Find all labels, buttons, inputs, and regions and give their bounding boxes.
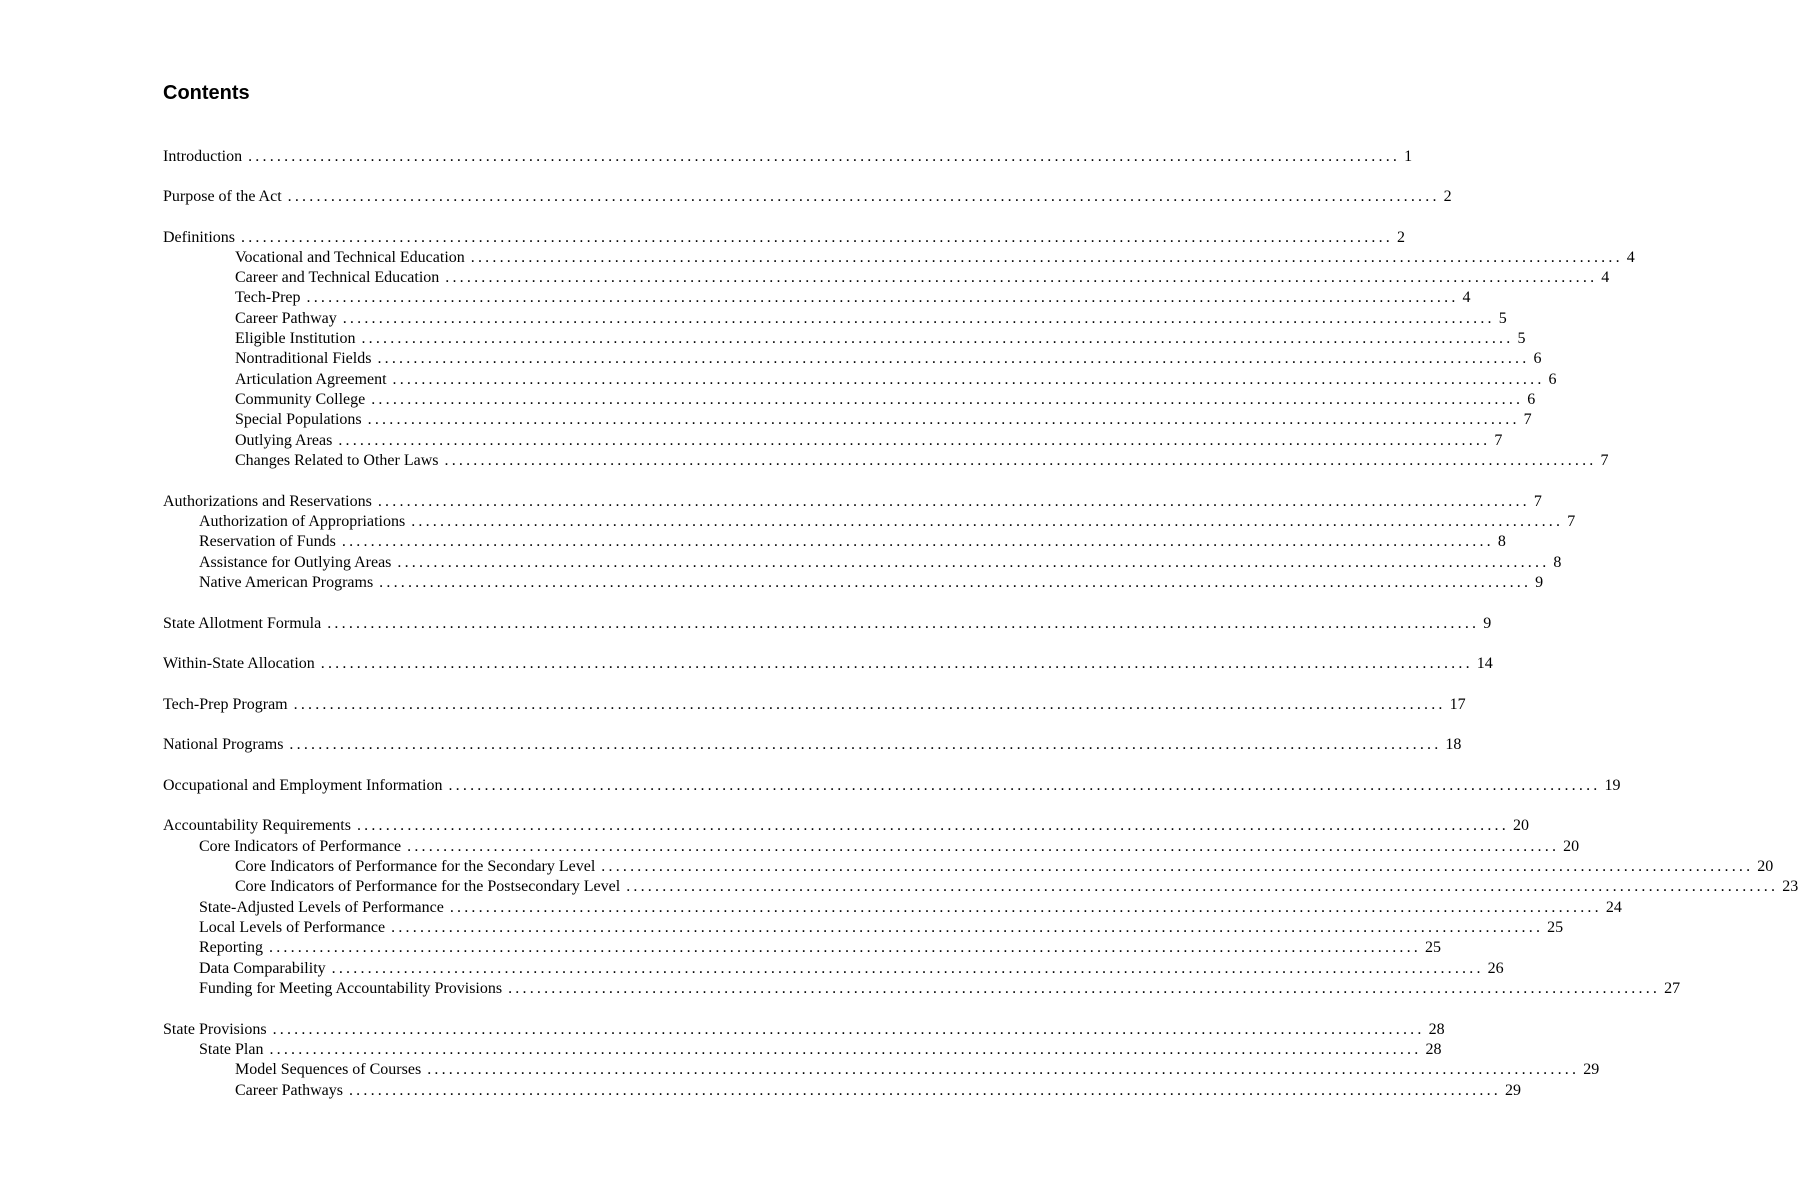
- toc-entry: [235, 349, 1542, 369]
- toc-entry: [235, 288, 1471, 308]
- toc-entry-label: Purpose of the Act: [163, 188, 282, 205]
- toc-entry-label: Authorizations and Reservations: [163, 493, 372, 510]
- toc-page-number: 7: [1600, 452, 1609, 469]
- toc-leader-dots: ................................................................................................................................................................: [445, 269, 1598, 286]
- toc-leader-dots: ................................................................................................................................................................: [306, 289, 1459, 306]
- toc-page-number: 8: [1497, 533, 1506, 550]
- toc-entry-label: Career Pathways: [235, 1082, 343, 1099]
- toc-entry: [163, 492, 1542, 512]
- toc-leader-dots: ................................................................................................................................................................: [320, 655, 1473, 672]
- toc-entry: [235, 857, 1774, 877]
- page-title: Contents: [163, 82, 250, 104]
- toc-entry-label: Funding for Meeting Accountability Provisions: [199, 980, 503, 997]
- toc-page-number: 7: [1567, 513, 1576, 530]
- toc-page-number: 23: [1782, 878, 1798, 895]
- toc-leader-dots: ................................................................................................................................................................: [342, 310, 1495, 327]
- toc-leader-dots: ................................................................................................................................................................: [287, 188, 1440, 205]
- toc-leader-dots: ................................................................................................................................................................: [449, 899, 1602, 916]
- toc-entry: [235, 390, 1536, 410]
- toc-entry: [163, 187, 1452, 207]
- toc-entry: [235, 268, 1610, 288]
- toc-entry: [163, 147, 1413, 167]
- toc-entry: [199, 553, 1562, 573]
- toc-entry-label: Definitions: [163, 229, 235, 246]
- toc-page-number: 7: [1494, 432, 1503, 449]
- toc-entry: [235, 1060, 1600, 1080]
- toc-page-number: 2: [1397, 229, 1405, 246]
- toc-entry: [199, 979, 1681, 999]
- toc-entry-label: Occupational and Employment Information: [163, 777, 443, 794]
- toc-entry: [199, 938, 1441, 958]
- toc-entry: [235, 431, 1503, 451]
- toc-entry: [163, 654, 1493, 674]
- toc-page-number: 2: [1443, 188, 1452, 205]
- toc-entry: [199, 898, 1622, 918]
- toc-leader-dots: ................................................................................................................................................................: [269, 939, 1421, 956]
- toc-entry-label: State-Adjusted Levels of Performance: [199, 899, 444, 916]
- toc-page-number: 6: [1548, 371, 1557, 388]
- toc-entry: [199, 918, 1564, 938]
- toc-entry: [235, 248, 1635, 268]
- toc-page-number: 28: [1428, 1021, 1445, 1038]
- toc-leader-dots: ................................................................................................................................................................: [379, 574, 1532, 591]
- toc-page-number: 18: [1445, 736, 1462, 753]
- toc-leader-dots: ................................................................................................................................................................: [331, 960, 1484, 977]
- toc-page-number: 4: [1626, 249, 1635, 266]
- toc-entry-label: Data Comparability: [199, 960, 326, 977]
- toc-entry-label: Reporting: [199, 939, 263, 956]
- toc-leader-dots: ................................................................................................................................................................: [241, 229, 1393, 246]
- toc-entry-label: Reservation of Funds: [199, 533, 336, 550]
- toc-page-number: 4: [1601, 269, 1610, 286]
- toc-entry-label: Special Populations: [235, 411, 362, 428]
- toc-entry-label: Changes Related to Other Laws: [235, 452, 439, 469]
- toc-leader-dots: ................................................................................................................................................................: [626, 878, 1779, 895]
- toc-entry: [163, 1020, 1445, 1040]
- toc-entry-label: Model Sequences of Courses: [235, 1061, 422, 1078]
- toc-leader-dots: ................................................................................................................................................................: [391, 919, 1544, 936]
- toc-entry: [235, 370, 1557, 390]
- toc-leader-dots: ................................................................................................................................................................: [397, 554, 1550, 571]
- toc-page-number: 6: [1527, 391, 1536, 408]
- toc-page-number: 4: [1462, 289, 1471, 306]
- toc-entry-label: Career Pathway: [235, 310, 337, 327]
- toc-page-number: 7: [1533, 493, 1542, 510]
- toc-entry-label: Tech-Prep Program: [163, 696, 288, 713]
- toc-entry-label: Tech-Prep: [235, 289, 301, 306]
- toc-entry: [199, 837, 1580, 857]
- toc-leader-dots: ................................................................................................................................................................: [248, 148, 1401, 165]
- toc-page-number: 25: [1425, 939, 1441, 956]
- toc-leader-dots: ................................................................................................................................................................: [377, 493, 1530, 510]
- toc-leader-dots: ................................................................................................................................................................: [411, 513, 1564, 530]
- toc-entry-label: Nontraditional Fields: [235, 350, 372, 367]
- toc-leader-dots: ................................................................................................................................................................: [327, 615, 1480, 632]
- toc-page-number: 29: [1504, 1082, 1521, 1099]
- toc-leader-dots: ................................................................................................................................................................: [367, 411, 1520, 428]
- toc-page-number: 25: [1547, 919, 1564, 936]
- toc-entry-label: Assistance for Outlying Areas: [199, 554, 392, 571]
- toc-entry-label: Core Indicators of Performance: [199, 838, 402, 855]
- toc-entry: [163, 695, 1466, 715]
- toc-entry: [163, 735, 1462, 755]
- toc-leader-dots: ................................................................................................................................................................: [444, 452, 1597, 469]
- toc-entry: [163, 816, 1529, 836]
- toc-page-number: 26: [1487, 960, 1504, 977]
- toc-leader-dots: ................................................................................................................................................................: [289, 736, 1442, 753]
- toc-entry-label: Outlying Areas: [235, 432, 333, 449]
- toc-entry-label: Accountability Requirements: [163, 817, 351, 834]
- toc-entry-label: Core Indicators of Performance for the Secondary Level: [235, 858, 596, 875]
- toc-entry-label: Core Indicators of Performance for the Postsecondary Level: [235, 878, 621, 895]
- toc-entry: [199, 573, 1544, 593]
- toc-entry-label: Articulation Agreement: [235, 371, 387, 388]
- toc-entry: [235, 309, 1507, 329]
- toc-page-number: 9: [1483, 615, 1492, 632]
- toc-leader-dots: ................................................................................................................................................................: [293, 696, 1446, 713]
- toc-entry-label: Authorization of Appropriations: [199, 513, 406, 530]
- toc-entry: [235, 1081, 1521, 1101]
- toc-page-number: 5: [1498, 310, 1507, 327]
- toc-leader-dots: ................................................................................................................................................................: [371, 391, 1524, 408]
- toc-entry: [199, 512, 1576, 532]
- toc-entry-label: National Programs: [163, 736, 284, 753]
- toc-leader-dots: ................................................................................................................................................................: [392, 371, 1545, 388]
- toc-page-number: 29: [1583, 1061, 1600, 1078]
- toc-entry-label: Vocational and Technical Education: [235, 249, 465, 266]
- toc-leader-dots: ................................................................................................................................................................: [269, 1041, 1422, 1058]
- toc-page-number: 17: [1449, 696, 1466, 713]
- toc-page-number: 20: [1757, 858, 1774, 875]
- toc-leader-dots: ................................................................................................................................................................: [601, 858, 1754, 875]
- toc-entry-label: Within-State Allocation: [163, 655, 315, 672]
- toc-leader-dots: ................................................................................................................................................................: [338, 432, 1491, 449]
- toc-entry-label: Native American Programs: [199, 574, 374, 591]
- toc-entry: [163, 614, 1492, 634]
- toc-page-number: 14: [1476, 655, 1493, 672]
- toc-entry-label: Local Levels of Performance: [199, 919, 386, 936]
- toc-leader-dots: ................................................................................................................................................................: [470, 249, 1623, 266]
- toc-page-number: 19: [1604, 777, 1621, 794]
- toc-leader-dots: ................................................................................................................................................................: [341, 533, 1494, 550]
- toc-leader-dots: ................................................................................................................................................................: [356, 817, 1509, 834]
- toc-entry: [235, 410, 1532, 430]
- toc-entry: [235, 329, 1526, 349]
- toc-entry-label: Community College: [235, 391, 366, 408]
- toc-page-number: 28: [1425, 1041, 1442, 1058]
- toc-entry-label: Introduction: [163, 148, 243, 165]
- toc-page-number: 24: [1605, 899, 1622, 916]
- toc-page-number: 5: [1517, 330, 1526, 347]
- toc-leader-dots: ................................................................................................................................................................: [272, 1021, 1425, 1038]
- toc-leader-dots: ................................................................................................................................................................: [448, 777, 1601, 794]
- toc-entry: [199, 532, 1506, 552]
- toc-entry: [199, 959, 1504, 979]
- toc-page-number: 6: [1533, 350, 1542, 367]
- toc-page-number: 1: [1404, 148, 1413, 165]
- toc-leader-dots: ................................................................................................................................................................: [427, 1061, 1580, 1078]
- toc-entry: [235, 451, 1609, 471]
- toc-page-number: 20: [1563, 838, 1580, 855]
- toc-leader-dots: ................................................................................................................................................................: [348, 1082, 1501, 1099]
- toc-entry: [199, 1040, 1442, 1060]
- toc-page-number: 8: [1553, 554, 1562, 571]
- toc-leader-dots: ................................................................................................................................................................: [508, 980, 1661, 997]
- toc-entry: [163, 776, 1621, 796]
- toc-page-number: 9: [1535, 574, 1544, 591]
- toc-entry-label: State Plan: [199, 1041, 264, 1058]
- toc-leader-dots: ................................................................................................................................................................: [377, 350, 1530, 367]
- toc-entry: [163, 228, 1405, 248]
- toc-entry-label: Career and Technical Education: [235, 269, 440, 286]
- toc-entry-label: State Provisions: [163, 1021, 267, 1038]
- toc-entry-label: State Allotment Formula: [163, 615, 322, 632]
- toc-page-number: 20: [1512, 817, 1529, 834]
- toc-page-number: 27: [1664, 980, 1681, 997]
- toc-entry-label: Eligible Institution: [235, 330, 356, 347]
- toc-entry: [235, 877, 1798, 897]
- toc-leader-dots: ................................................................................................................................................................: [361, 330, 1514, 347]
- toc-page-number: 7: [1523, 411, 1532, 428]
- toc-leader-dots: ................................................................................................................................................................: [407, 838, 1560, 855]
